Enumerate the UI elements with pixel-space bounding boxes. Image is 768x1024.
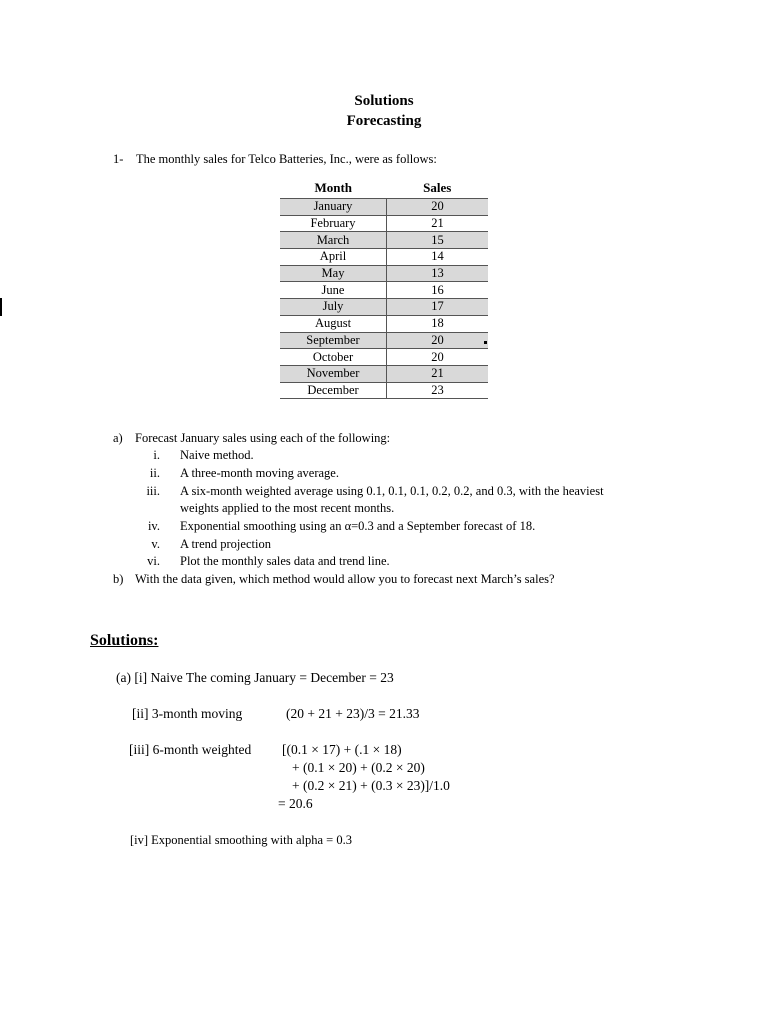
table-header-row (280, 178, 488, 199)
part-a-label: a) (113, 431, 123, 445)
list-item-number: v. (151, 537, 160, 551)
list-item-number: i. (153, 448, 160, 462)
solution-weighted-formula-line: [(0.1 × 17) + (.1 × 18) (282, 742, 402, 757)
cell-sales: 20 (387, 199, 489, 216)
cell-sales: 20 (387, 332, 489, 349)
column-header-sales: Sales (387, 178, 489, 199)
list-item-text-continued: weights applied to the most recent months. (180, 501, 395, 515)
solution-weighted-formula-line: + (0.2 × 21) + (0.3 × 23)]/1.0 (292, 778, 450, 793)
cell-sales: 21 (387, 365, 489, 382)
solution-weighted-formula-line: + (0.1 × 20) + (0.2 × 20) (292, 760, 425, 775)
question-number: 1- (113, 152, 124, 166)
page-title: Solutions (354, 93, 414, 109)
page-subtitle: Forecasting (346, 113, 422, 129)
cell-month: November (280, 365, 387, 382)
table-row (280, 232, 488, 249)
cell-sales: 16 (387, 282, 489, 299)
cell-month: September (280, 332, 387, 349)
solution-moving-formula: (20 + 21 + 23)/3 = 21.33 (286, 706, 420, 721)
text-cursor-bar (0, 298, 2, 316)
solution-moving-label: [ii] 3-month moving (132, 706, 243, 721)
part-b-label: b) (113, 572, 124, 586)
list-item-text: Plot the monthly sales data and trend line. (180, 554, 390, 568)
solution-naive: (a) [i] Naive The coming January = December = 23 (116, 670, 394, 685)
table-row (280, 315, 488, 332)
cell-sales: 18 (387, 315, 489, 332)
question-text: The monthly sales for Telco Batteries, Inc., were as follows: (136, 152, 437, 166)
cell-month: October (280, 349, 387, 366)
part-b-text: With the data given, which method would allow you to forecast next March’s sales? (135, 572, 555, 586)
cell-month: August (280, 315, 387, 332)
cell-sales: 17 (387, 299, 489, 316)
solution-weighted-result: = 20.6 (278, 796, 313, 811)
cell-sales: 14 (387, 249, 489, 266)
list-item-text: A trend projection (180, 537, 271, 551)
cell-sales: 20 (387, 349, 489, 366)
table-row (280, 199, 488, 216)
list-item-text: A six-month weighted average using 0.1, 0.1, 0.1, 0.2, 0.2, and 0.3, with the heaviest (180, 484, 604, 498)
table-row (280, 365, 488, 382)
cell-sales: 21 (387, 215, 489, 232)
part-a-text: Forecast January sales using each of the following: (135, 431, 391, 445)
list-item-number: iii. (146, 484, 160, 498)
column-header-month: Month (280, 178, 387, 199)
table-row (280, 332, 488, 349)
table-row (280, 282, 488, 299)
cell-sales: 23 (387, 382, 489, 399)
cell-month: January (280, 199, 387, 216)
list-item-text: Exponential smoothing using an α=0.3 and a September forecast of 18. (180, 519, 536, 533)
list-item-number: ii. (149, 466, 160, 480)
list-item-text: Naive method. (180, 448, 254, 462)
solutions-heading: Solutions: (90, 632, 159, 649)
table-row (280, 265, 488, 282)
cell-sales: 15 (387, 232, 489, 249)
stray-dot (484, 341, 487, 344)
list-item-number: vi. (147, 554, 160, 568)
cell-sales: 13 (387, 265, 489, 282)
cell-month: March (280, 232, 387, 249)
solution-weighted-label: [iii] 6-month weighted (129, 742, 252, 757)
sales-table (280, 178, 488, 399)
cell-month: May (280, 265, 387, 282)
table-row (280, 249, 488, 266)
list-item-number: iv. (147, 519, 160, 533)
solution-exponential: [iv] Exponential smoothing with alpha = 0.3 (130, 833, 352, 847)
table-row (280, 349, 488, 366)
cell-month: December (280, 382, 387, 399)
table-row (280, 382, 488, 399)
table-row (280, 215, 488, 232)
cell-month: February (280, 215, 387, 232)
table-row (280, 299, 488, 316)
cell-month: June (280, 282, 387, 299)
list-item-text: A three-month moving average. (180, 466, 339, 480)
cell-month: July (280, 299, 387, 316)
cell-month: April (280, 249, 387, 266)
